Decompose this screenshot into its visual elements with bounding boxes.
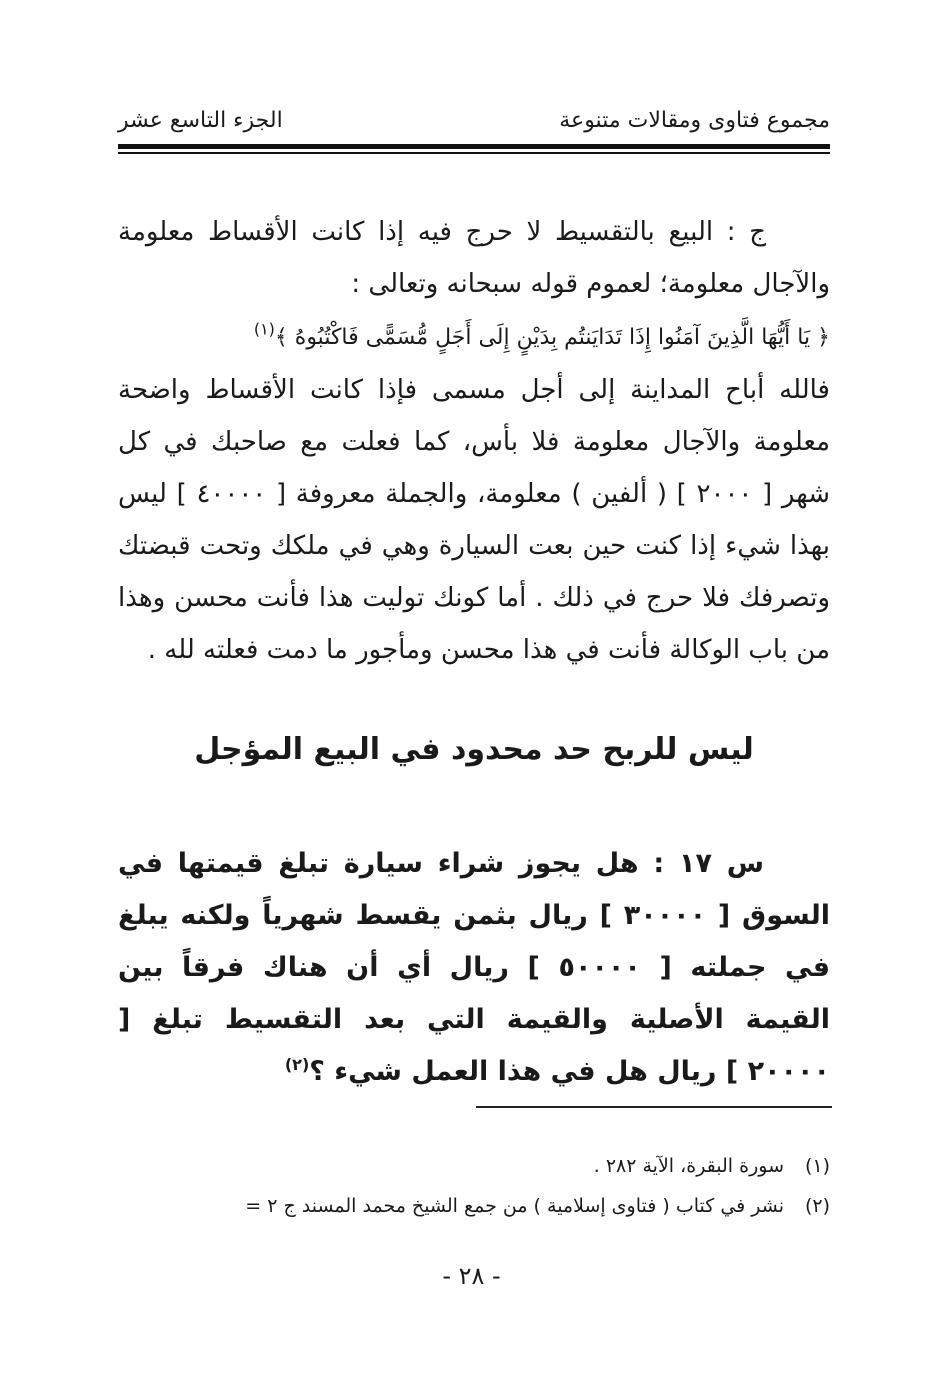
quran-verse: ﴿ يَا أَيُّهَا الَّذِينَ آمَنُوا إِذَا تَدَايَنتُم بِدَيْنٍ إِلَى أَجَلٍ مُّسَمًّى فَاكْتُبُوهُ ﴾$^{(١)}$ [253, 319, 830, 350]
header-rule-thick [118, 144, 830, 149]
footnote-1: (١)سورة البقرة، الآية ٢٨٢ . [593, 1155, 830, 1177]
book-title: مجموع فتاوى ومقالات متنوعة [559, 108, 830, 133]
footnote-2: (٢)نشر في كتاب ( فتاوى إسلامية ) من جمع الشيخ محمد المسند ج ٢ = [245, 1195, 830, 1217]
answer-body: فالله أباح المداينة إلى أجل مسمى فإذا كانت الأقساط واضحة معلومة والآجال معلومة فلا بأس، كما فعلت مع صاحبك في كل شهر [ ٢٠٠٠ ] ( ألفين ) معلومة، والجملة معروفة [ ٤٠٠٠٠ ] ليس بهذا شيء إذا كنت حين بعت السيارة وهي في ملكك وتحت قبضتك وتصرفك فلا حرج في ذلك . أما كونك توليت هذا فأنت محسن وهذا من باب الوكالة فأنت في هذا محسن ومأجور ما دمت فعلته لله . [118, 375, 831, 665]
question-paragraph [118, 838, 830, 1098]
footnotes [118, 1146, 830, 1226]
page-number: - ٢٨ - [442, 1262, 501, 1290]
header-rule-thin [118, 152, 830, 154]
footnote-separator [476, 1106, 832, 1108]
running-header [118, 108, 830, 140]
section-heading: ليس للربح حد محدود في البيع المؤجل [194, 732, 754, 767]
volume-part: الجزء التاسع عشر [118, 108, 283, 133]
question-footnote-ref: (٢) [284, 1055, 310, 1074]
answer-lead: ج : البيع بالتقسيط لا حرج فيه إذا كانت الأقساط معلومة والآجال معلومة؛ لعموم قوله سبحانه وتعالى : [118, 217, 830, 299]
answer-paragraph [118, 206, 830, 676]
question-text: س ١٧ : هل يجوز شراء سيارة تبلغ قيمتها في السوق [ ٣٠٠٠٠ ] ريال بثمن يقسط شهرياً ولكنه يبلغ في جملته [ ٥٠٠٠٠ ] ريال أي أن هناك فرقاً بين القيمة الأصلية والقيمة التي بعد التقسيط تبلغ [ ٢٠٠٠٠ ] ريال هل في هذا العمل شيء ؟ [118, 848, 831, 1087]
verse-footnote-ref: (١) [253, 319, 275, 339]
